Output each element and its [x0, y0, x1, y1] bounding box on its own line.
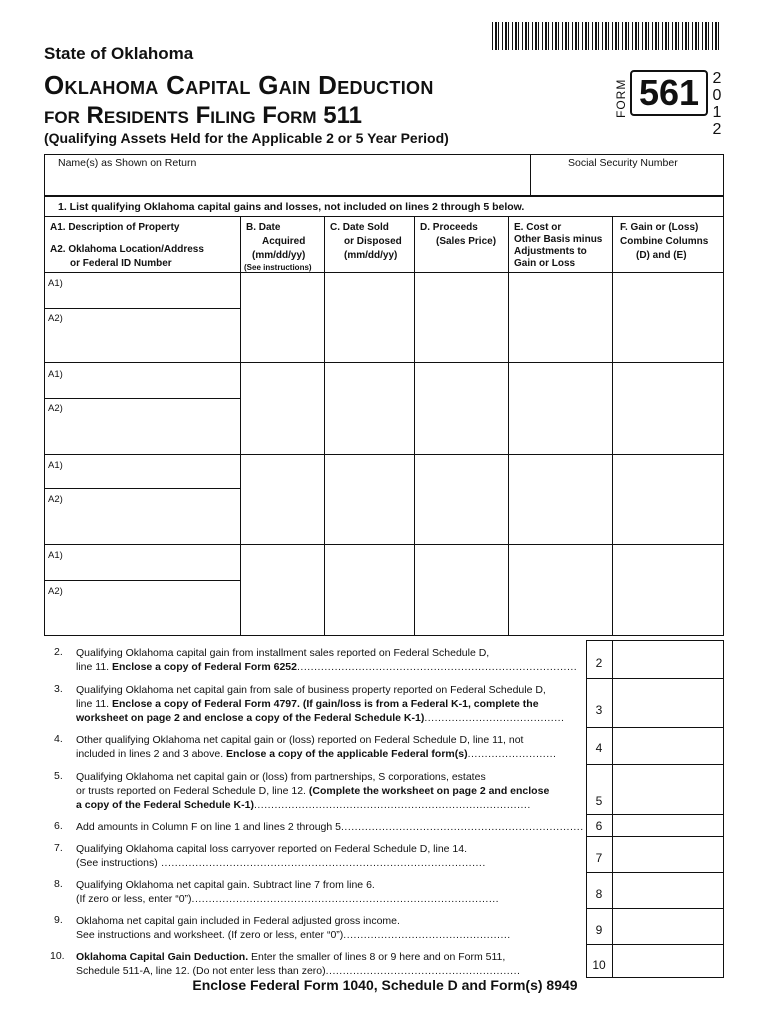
row-label-a2: A2) [48, 403, 63, 414]
line-box-number: 2 [595, 656, 603, 670]
line-number: 10. [50, 950, 65, 962]
divider [586, 727, 724, 728]
divider [44, 488, 240, 489]
line-2-amount[interactable] [614, 642, 722, 676]
line-8-text: Qualifying Oklahoma net capital gain. Subtract line 7 from line 6. [76, 879, 375, 891]
divider [44, 216, 724, 217]
line-2-text: Qualifying Oklahoma capital gain from installment sales reported on Federal Schedule D, [76, 647, 490, 659]
line-box-number: 4 [595, 741, 603, 755]
divider [586, 836, 724, 837]
form-subtitle: (Qualifying Assets Held for the Applicable 2 or 5 Year Period) [44, 130, 449, 146]
line-5-text2: or trusts reported on Federal Schedule D, line 12. (Complete the worksheet on page 2 and enclose [76, 785, 550, 797]
form-title-line2: for Residents Filing Form 511 [44, 102, 362, 129]
divider [586, 678, 724, 679]
row-label-a1: A1) [48, 460, 63, 471]
line-number: 4. [54, 733, 63, 745]
col-header-f-2: Combine Columns [620, 236, 709, 247]
col-header-e: E. Cost or [514, 222, 562, 233]
col-header-e-3: Adjustments to [514, 246, 587, 257]
col-header-b-3: (mm/dd/yy) [252, 250, 306, 261]
line-4-amount[interactable] [614, 729, 722, 763]
names-label: Name(s) as Shown on Return [58, 157, 197, 169]
line-10-text2: Schedule 511-A, line 12. (Do not enter less than zero)......................................................... [76, 965, 521, 977]
col-header-a2: A2. Oklahoma Location/Address [50, 244, 204, 255]
divider [44, 398, 240, 399]
row-label-a2: A2) [48, 313, 63, 324]
line-10-amount[interactable] [614, 946, 722, 977]
ssn-field[interactable] [536, 172, 718, 192]
row-label-a2: A2) [48, 494, 63, 505]
row-label-a1: A1) [48, 278, 63, 289]
line-5-text: Qualifying Oklahoma net capital gain or (loss) from partnerships, S corporations, estates [76, 771, 486, 783]
line-4-text: Other qualifying Oklahoma net capital gain or (loss) reported on Federal Schedule D, line 11, not [76, 734, 524, 746]
line-box-number: 7 [595, 851, 603, 865]
row-label-a1: A1) [48, 550, 63, 561]
ssn-label: Social Security Number [568, 157, 678, 169]
divider [586, 908, 724, 909]
line-number: 2. [54, 646, 63, 658]
form-year: 2 0 1 2 [712, 70, 722, 138]
col-header-c: C. Date Sold [330, 222, 389, 233]
line-7-text: Qualifying Oklahoma capital loss carryover reported on Federal Schedule D, line 14. [76, 843, 468, 855]
line-box-number: 6 [595, 819, 603, 833]
divider [44, 580, 240, 581]
col-header-c-2: or Disposed [344, 236, 402, 247]
line-number: 5. [54, 770, 63, 782]
line-box-number: 5 [595, 794, 603, 808]
line-9-amount[interactable] [614, 910, 722, 943]
col-divider [612, 216, 613, 636]
line-7-amount[interactable] [614, 838, 722, 871]
divider [44, 454, 724, 455]
form-word: FORM [614, 78, 628, 118]
col-header-c-3: (mm/dd/yy) [344, 250, 398, 261]
line-box-number: 10 [592, 958, 606, 972]
line-6-text: Add amounts in Column F on line 1 and lines 2 through 5....................................................................... [76, 821, 584, 833]
line-number: 9. [54, 914, 63, 926]
line-number: 3. [54, 683, 63, 695]
line-number: 6. [54, 820, 63, 832]
line-2-text2: line 11. Enclose a copy of Federal Form 6252.................................................................................. [76, 661, 578, 673]
table-instruction: 1. List qualifying Oklahoma capital gains and losses, not included on lines 2 through 5 below. [58, 201, 525, 213]
footer-note: Enclose Federal Form 1040, Schedule D and Form(s) 8949 [192, 977, 578, 993]
line-9-text: Oklahoma net capital gain included in Federal adjusted gross income. [76, 915, 400, 927]
line-6-amount[interactable] [614, 816, 722, 835]
col-header-b: B. Date [246, 222, 281, 233]
line-3-text2: line 11. Enclose a copy of Federal Form 4797. (If gain/loss is from a Federal K-1, complete the [76, 698, 539, 710]
col-header-f-3: (D) and (E) [636, 250, 687, 261]
line-8-text2: (If zero or less, enter “0”).......................................................................................... [76, 893, 500, 905]
divider [44, 308, 240, 309]
col-divider [612, 640, 613, 978]
line-number: 7. [54, 842, 63, 854]
form-number: 561 [630, 70, 708, 116]
line-3-amount[interactable] [614, 680, 722, 726]
line-3-text3: worksheet on page 2 and enclose a copy of the Federal Schedule K-1)......................................... [76, 712, 565, 724]
form-title: Oklahoma Capital Gain Deduction [44, 70, 434, 100]
col-header-b-2: Acquired [262, 236, 306, 247]
state-label: State of Oklahoma [44, 44, 194, 63]
col-header-d: D. Proceeds [420, 222, 478, 233]
line-5-amount[interactable] [614, 766, 722, 813]
col-header-a2-sub: or Federal ID Number [70, 258, 172, 269]
divider [586, 814, 724, 815]
col-header-b-note: (See instructions) [244, 263, 312, 272]
divider [586, 944, 724, 945]
line-number: 8. [54, 878, 63, 890]
divider [44, 272, 724, 273]
line-3-text: Qualifying Oklahoma net capital gain from sale of business property reported on Federal Schedule D, [76, 684, 546, 696]
divider [44, 544, 724, 545]
col-header-a1: A1. Description of Property [50, 222, 180, 233]
line-box-number: 8 [595, 887, 603, 901]
divider [44, 362, 724, 363]
col-divider [324, 216, 325, 636]
line-10-text: Oklahoma Capital Gain Deduction. Enter the smaller of lines 8 or 9 here and on Form 511, [76, 951, 506, 963]
line-box-number: 9 [595, 923, 603, 937]
col-header-d-2: (Sales Price) [436, 236, 497, 247]
row-label-a1: A1) [48, 369, 63, 380]
col-divider [240, 216, 241, 636]
col-divider [508, 216, 509, 636]
col-divider [414, 216, 415, 636]
line-box-number: 3 [595, 703, 603, 717]
divider [586, 872, 724, 873]
names-field[interactable] [50, 172, 524, 192]
col-header-e-4: Gain or Loss [514, 258, 576, 269]
row-label-a2: A2) [48, 586, 63, 597]
line-8-amount[interactable] [614, 874, 722, 907]
col-header-f: F. Gain or (Loss) [620, 222, 699, 233]
line-5-text3: a copy of the Federal Schedule K-1)................................................................................. [76, 799, 531, 811]
line-7-text2: (See instructions) ............................................................................................... [76, 857, 486, 869]
line-4-text2: included in lines 2 and 3 above. Enclose a copy of the applicable Federal form(s).......................... [76, 748, 557, 760]
col-header-e-2: Other Basis minus [514, 234, 603, 245]
divider [586, 764, 724, 765]
barcode [492, 22, 722, 50]
line-9-text2: See instructions and worksheet. (If zero or less, enter “0”)................................................. [76, 929, 511, 941]
divider [530, 154, 531, 196]
